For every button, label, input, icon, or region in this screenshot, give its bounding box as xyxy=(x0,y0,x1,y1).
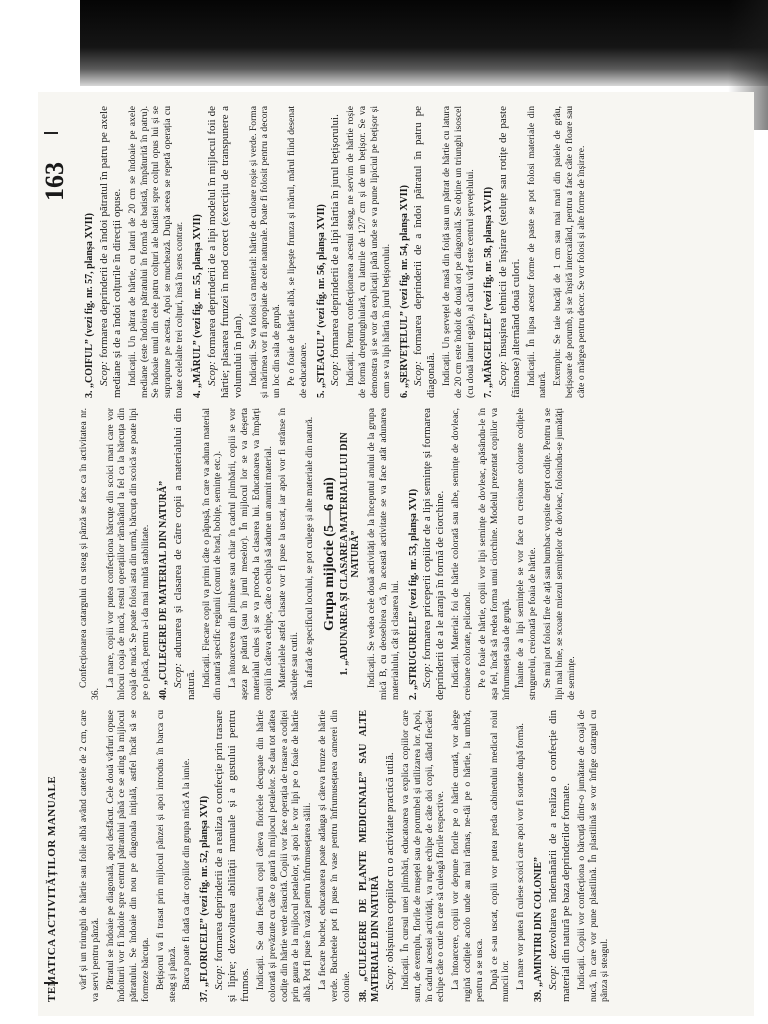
body-paragraph: Exemplu: Se taie bucăți de 1 cm sau mai mari din paiele de grâu, bețișoare de porumb, și se înșiră intercalând, pentru a face câte o floare sau câte o mărgea pentru decor. Se vor folosi și alte forme de înșirare. xyxy=(552,106,587,398)
scope-text: formarea deprinderii de a realiza o confecție prin trasare și lipire; dezvoltarea abilității manuale și a gustului pentru frumos. xyxy=(212,710,251,1002)
scope-paragraph xyxy=(329,106,342,398)
body-paragraph: Pe o foaie de hârtie albă, se lipește frunza și mărul, mărul fiind desenat de educatoare. xyxy=(285,106,309,398)
body-paragraph: La mare vor putea fi culese scoici care apoi vor fi sortate după formă. xyxy=(515,723,527,990)
scope-label: Scop: xyxy=(496,360,509,386)
scope-label: Scop: xyxy=(205,360,218,386)
scope-text: dezvoltarea îndemânării de a realiza o confecție din material din natură pe baza deprinderilor formate. xyxy=(546,710,572,1002)
text-column-2 xyxy=(78,408,738,700)
body-paragraph: Confecționarea catargului cu steag și pânză se face ca în activitatea nr. 36. xyxy=(78,408,101,700)
body-paragraph: Indicații. Un șervețel de masă din foiță sau un pătrat de hârtie cu latura de 20 cm este îndoit de două ori pe diagonală. Se obține un triunghi isoscel (cu două laturi egale), al cărui vârf este centrul șervețelului. xyxy=(441,106,476,398)
activity-heading: 2. „STRUGURELE” (vezi fig. nr. 53, planșa XVI) xyxy=(407,488,419,700)
scope-text: obișnuirea copiilor cu o activitate practică utilă. xyxy=(383,752,396,965)
body-paragraph: Indicații. În lipsa acestor forme de paste se pot folosi materiale din natură. xyxy=(525,106,549,398)
body-paragraph: Indicații. Se vedea cele două activități de la începutul anului de la grupa mică B, cu deosebirea că, în această activitate se va face atât adunarea materialului, cât și clasarea lui. xyxy=(366,408,401,700)
body-paragraph: În afară de specificul locului, se pot culege și alte materiale din natură. xyxy=(303,416,315,688)
scope-text: însușirea tehnicii de înșirare (steluțe sau rotițe de paste făinoase) alternând două culori. xyxy=(496,106,522,398)
text-columns xyxy=(78,106,738,1002)
body-paragraph: Indicații. În cursul unei plimbări, educatoarea va explica copiilor care sunt, de exemplu, florile de mușețel sau de porumbel și utilizarea lor. Apoi, în cadrul acestei activități, va rupe echipe de câte doi copii, dând fiecărei echipe câte o cutie în care să culeagă florile respective. xyxy=(399,710,447,1002)
activity-heading: 37. „FLORICELE” (vezi fig. nr. 52, planșa XVI) xyxy=(199,795,211,1002)
scope-text: formarea deprinderii de a îndoi pătratul în patru pe axele mediane și de a îndoi colțurile în direcții opuse. xyxy=(97,106,123,398)
scope-paragraph xyxy=(172,408,198,700)
body-paragraph: Indicații. Fiecare copil va primi câte o păpușă, în care va aduna material din natură specific regiunii (conuri de brad, bobițe, semințe etc.). xyxy=(200,408,224,700)
body-paragraph: Indicații. Pentru confecționarea acestui steag, ne servim de hârtie roșie de formă dreptunghiulară, cu laturile de 12/7 cm și de un bețișor. Se va demonstra și se vor da explicații până unde se va pune lipiciul pe bețișor și cum se va lipi hârtia în jurul bețișorului. xyxy=(345,106,392,398)
body-paragraph: Bețișorul va fi trasat prin mijlocul pânzei și apoi introdus în barca cu steag și pânză. xyxy=(154,710,178,1002)
scope-paragraph xyxy=(213,710,252,1002)
activity-heading: 6. „ȘERVEȚELUL” (vezi fig. nr. 54, planșa XVII) xyxy=(398,185,410,398)
body-paragraph: La întoarcerea din plimbare sau chiar în cadrul plimbării, copiii se vor așeza pe pătură (sau în jurul meselor). În mijlocul lor se va deșerta materialul cules și se va proceda la clasarea lui. Educatoarea va împărți copiii în câteva echipe, câte o echipă să adune un anumit material. xyxy=(227,408,274,700)
text-column-3 xyxy=(78,106,738,398)
body-paragraph: Pe o foaie de hârtie, copiii vor lipi semințe de dovleac, apăsându-le în așa fel, încât să redea forma unui ciorchine. Modelul prezentat copiilor va înfrumuseța sala de grupă. xyxy=(476,408,512,700)
scope-label: Scop: xyxy=(421,662,434,688)
document-page xyxy=(38,92,754,1016)
body-paragraph: La întoarcere, copiii vor depune florile pe o hârtie curată, vor alege rugină codițele acolo unde au mai rămas, ne-tâi pe o hârtie, la umbră, pentru a se usca. xyxy=(450,710,485,1002)
scope-text: formarea priceperii copiilor de a lipi semințe și formarea deprinderii de a le aranja în formă de ciorchine. xyxy=(421,408,447,700)
body-paragraph: Materialele astfel clasate vor fi puse la uscat, iar apoi vor fi strânse în săculețe sau cutii. xyxy=(277,408,301,700)
scope-text: adunarea și clasarea de către copii a materialului din natură. xyxy=(171,408,197,700)
scope-label: Scop: xyxy=(97,360,110,386)
body-paragraph: Indicații. Se va folosi ca material: hârtie de culoare roșie și verde. Forma și mărimea vor fi apropiate de cele naturale. Poate fi folosit pentru a decora un loc din sala de grupă. xyxy=(247,106,283,398)
body-paragraph: Se mai pot folosi fire de ață sau bumbac vopsite drept codițe. Pentru a se lipi mai bine, se scoate miezul semințelor de dovleac, folosindu-se jumătăți de semințe. xyxy=(541,408,577,700)
body-paragraph: La mare, copiii vor putea confecționa bărcuțe din scoici mari care vor înlocui coaja de nucă, restul operațiilor rămânând la fel ca la bărcuța din coajă de nucă. Se poate folosi asta din urmă, bărcuța din scoică se poate lipi pe o placă, pentru a-i da mai multă stabilitate. xyxy=(104,408,151,700)
scope-paragraph xyxy=(421,408,447,700)
scope-text: formarea deprinderii de a lipi hârtia în jurul bețișorului. xyxy=(329,114,342,361)
header-title: TEMATICA ACTIVITĂȚILOR MANUALE xyxy=(46,775,58,1002)
scope-paragraph xyxy=(547,710,573,1002)
body-paragraph: Indicații. Copiii vor confecționa o bărcuță dintr-o jumătate de coajă de nucă, în care vor pune plastilină. În plastilină se vor înfige catargul cu pânza și steagul. xyxy=(575,710,611,1002)
scope-paragraph xyxy=(412,106,438,398)
section-title: Grupa mijlocie (5—6 ani) xyxy=(321,477,337,631)
body-paragraph: Barca poate fi dată ca dar copiilor din grupa mică A la iunie. xyxy=(181,758,193,990)
scope-label: Scop: xyxy=(412,360,425,386)
scope-paragraph xyxy=(98,106,124,398)
scope-text: formarea deprinderii de a lipi modelul în mijlocul foii de hârtie; plasarea frunzei în mod corect (exercițiu de transpunere a volumului în plan). xyxy=(205,106,244,398)
subsection-title: 1. „ADUNAREA ȘI CLASAREA MATERIALULUI DIN NATURĂ” xyxy=(338,432,362,676)
running-header xyxy=(40,92,69,1016)
activity-heading: 5. „STEAGUL” (vezi fig. nr. 56, planșa XVII) xyxy=(315,204,327,398)
scope-text: formarea deprinderii de a îndoi pătratul în patru pe diagonală. xyxy=(412,106,438,398)
activity-heading: 40. „CULEGERE DE MATERIAL DIN NATURĂ” xyxy=(157,480,169,700)
body-paragraph: vârf și un triunghi de hârtie sau folie albă având catetele de 2 cm, care va servi pentru pânză. xyxy=(78,710,101,1002)
page-number: 163 xyxy=(40,162,69,201)
scope-paragraph xyxy=(384,710,397,1002)
body-paragraph: La fiecare buchet, educatoarea poate adăuga și câteva frunze de hârtie verde. Buchetele pot fi puse în vase pentru înfrumusețarea camerei din colonie. xyxy=(316,710,352,1002)
body-paragraph: Indicații. Material: foi de hârtie colorată sau albe, semințe de dovleac, creioane colorate, pelicanol. xyxy=(450,408,474,700)
body-paragraph: Pătratul se îndoaie pe diagonală, apoi desfăcut. Cele două vârfuri opuse îndoiturii vor fi îndoite spre centrul pătratului până ce se ating la mijlocul pătratului. Se îndoaie din nou pe diagonala inițială, astfel încât să se formeze bărcuța. xyxy=(104,710,151,1002)
scope-paragraph xyxy=(206,106,245,398)
scope-label: Scop: xyxy=(546,964,559,990)
activity-heading: 3. „COIFUL” (vezi fig. nr. 57, planșa XVII) xyxy=(84,213,95,398)
activity-heading: 4. „MĂRUL” (vezi fig. nr. 55, planșa XVII) xyxy=(191,214,203,398)
scan-shadow-top xyxy=(80,0,768,86)
scope-label: Scop: xyxy=(383,964,396,990)
scope-paragraph xyxy=(497,106,523,398)
activity-heading: 39. „AMINTIRI DIN COLONIE” xyxy=(532,856,544,1002)
text-column-1 xyxy=(78,710,738,1002)
body-paragraph: Indicații. Un pătrat de hârtie, cu laturi de 20 cm se îndoaie pe axele mediane (este îndoirea pătratului în formă de batistă, împăturită în patru). Se îndoaie unul din cele patru colțuri ale batistei spre colțul opus lui și se suprapune pe acesta. Apoi se muchează. După aceea se repetă operația cu toate celelalte trei colțuri, însă în sens contrar. xyxy=(126,106,185,398)
scope-label: Scop: xyxy=(329,360,342,386)
rotated-page-content xyxy=(38,92,754,1016)
body-paragraph: După ce s-au uscat, copiii vor putea preda cabinetului medical roiul muncii lor. xyxy=(488,710,512,1002)
scope-label: Scop: xyxy=(212,964,225,990)
activity-heading: 38. „CULEGERE DE PLANTE MEDICINALE” SAU ALTE MATERIALE DIN NATURĂ xyxy=(358,710,382,1002)
body-paragraph: Înainte de a lipi semințele se vor face cu creioane colorate codițele strugurelui, creionată pe foaia de hârtie. xyxy=(515,408,539,700)
activity-heading: 7. „MĂRGELELE” (vezi fig. nr. 58, planșa XVII) xyxy=(482,186,494,398)
scope-label: Scop: xyxy=(171,662,184,688)
body-paragraph: Indicații. Se dau fiecărui copil câteva floricele decupate din hârtie colorată și prevăzute cu câte o gaură în mijlocul petalelor. Se dau tot atâtea codițe din hârtie verde răsucită. Copiii vor face operația de trasare a codiței prin gaura de la mijlocul petalelor, și apoi le vor lipi pe o foaie de hârtie albă. Pot fi puse în vază pentru înfrumusețarea sălii. xyxy=(254,710,314,1002)
